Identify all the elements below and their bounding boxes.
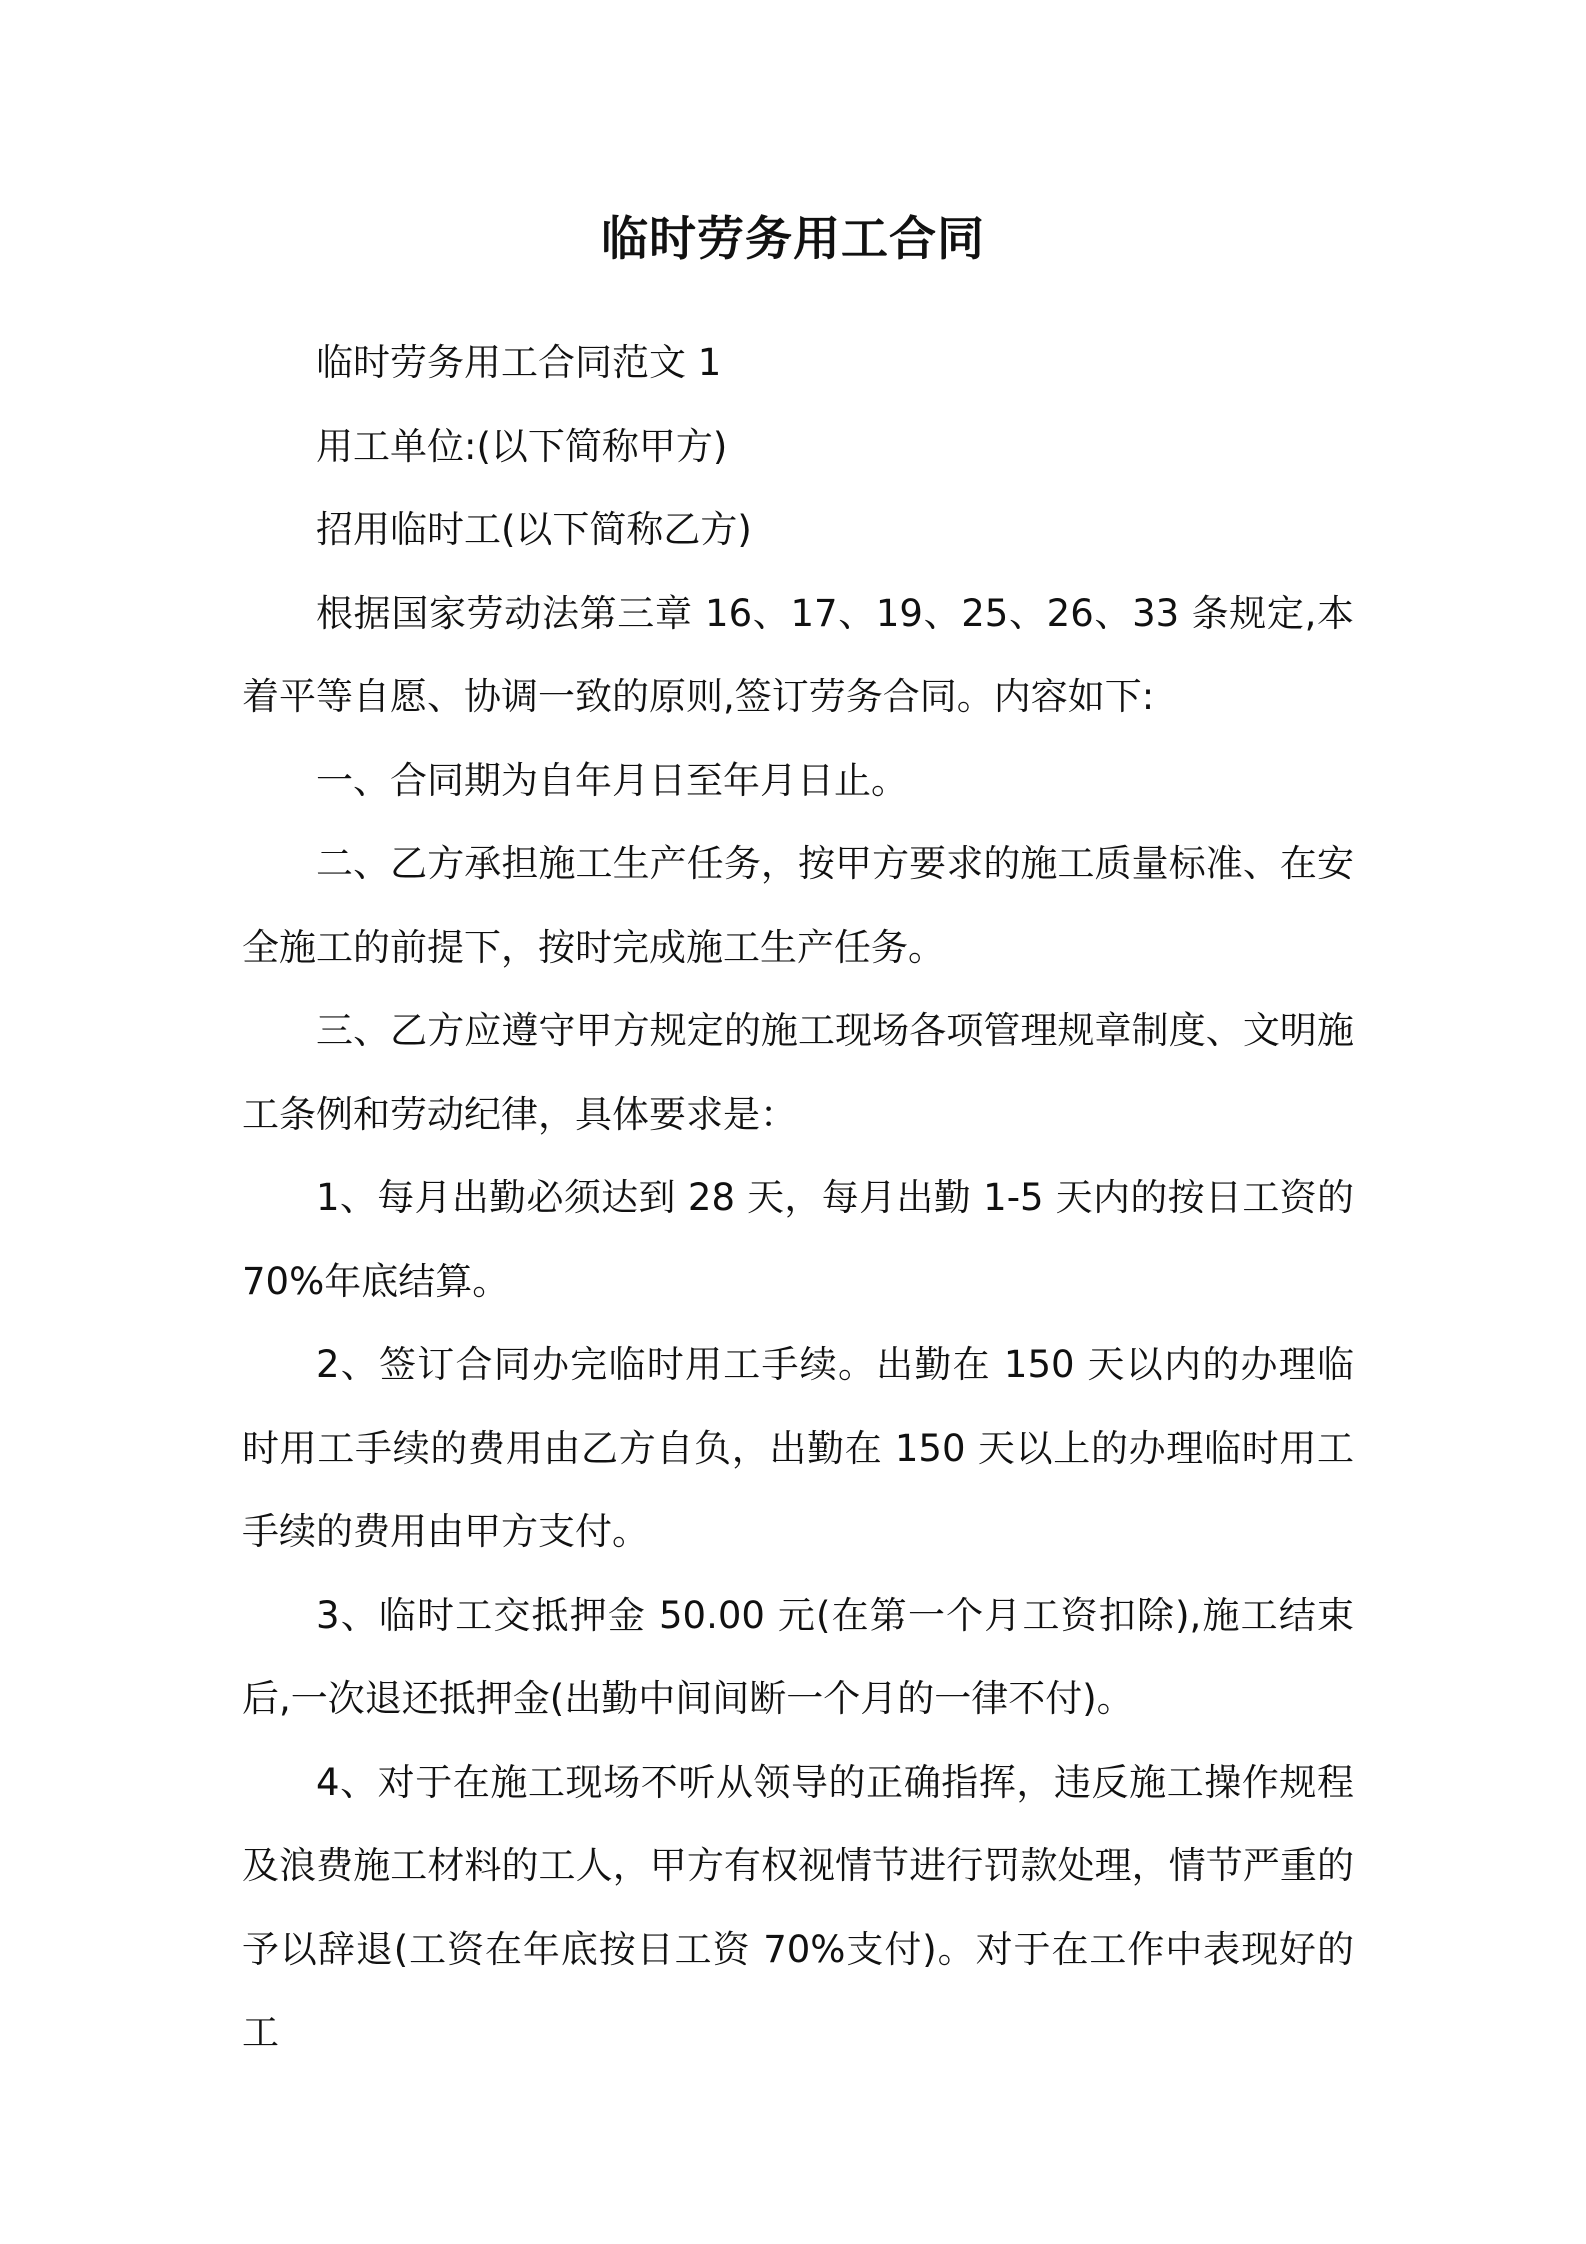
paragraph-item-4: 4、对于在施工现场不听从领导的正确指挥，违反施工操作规程及浪费施工材料的工人，甲方有权视情节进行罚款处理，情节严重的予以辞退(工资在年底按日工资 70%支付)。对于在工作中表现好的工 <box>242 1760 1354 2054</box>
paragraph-employee: 招用临时工(以下简称乙方) <box>316 508 752 551</box>
paragraph-item-1: 1、每月出勤必须达到 28 天，每月出勤 1-5 天内的按日工资的 70%年底结算。 <box>242 1176 1354 1303</box>
paragraph-subtitle: 临时劳务用工合同范文 1 <box>316 341 722 384</box>
paragraph-item-3: 3、临时工交抵押金 50.00 元(在第一个月工资扣除),施工结束后,一次退还抵押金(出勤中间间断一个月的一律不付)。 <box>242 1593 1354 1720</box>
paragraph-preamble: 根据国家劳动法第三章 16、17、19、25、26、33 条规定,本着平等自愿、协调一致的原则,签订劳务合同。内容如下: <box>242 591 1354 718</box>
paragraph-item-2: 2、签订合同办完临时用工手续。出勤在 150 天以内的办理临时用工手续的费用由乙方自负，出勤在 150 天以上的办理临时用工手续的费用由甲方支付。 <box>242 1343 1354 1553</box>
paragraph-clause-1: 一、合同期为自年月日至年月日止。 <box>316 758 908 802</box>
paragraph-employer: 用工单位:(以下简称甲方) <box>316 424 728 468</box>
document-body <box>242 321 1354 2075</box>
document-title: 临时劳务用工合同 <box>601 212 985 267</box>
paragraph-clause-2: 二、乙方承担施工生产任务，按甲方要求的施工质量标准、在安全施工的前提下，按时完成施工生产任务。 <box>242 842 1354 969</box>
paragraph-clause-3: 三、乙方应遵守甲方规定的施工现场各项管理规章制度、文明施工条例和劳动纪律，具体要求是： <box>242 1009 1354 1136</box>
